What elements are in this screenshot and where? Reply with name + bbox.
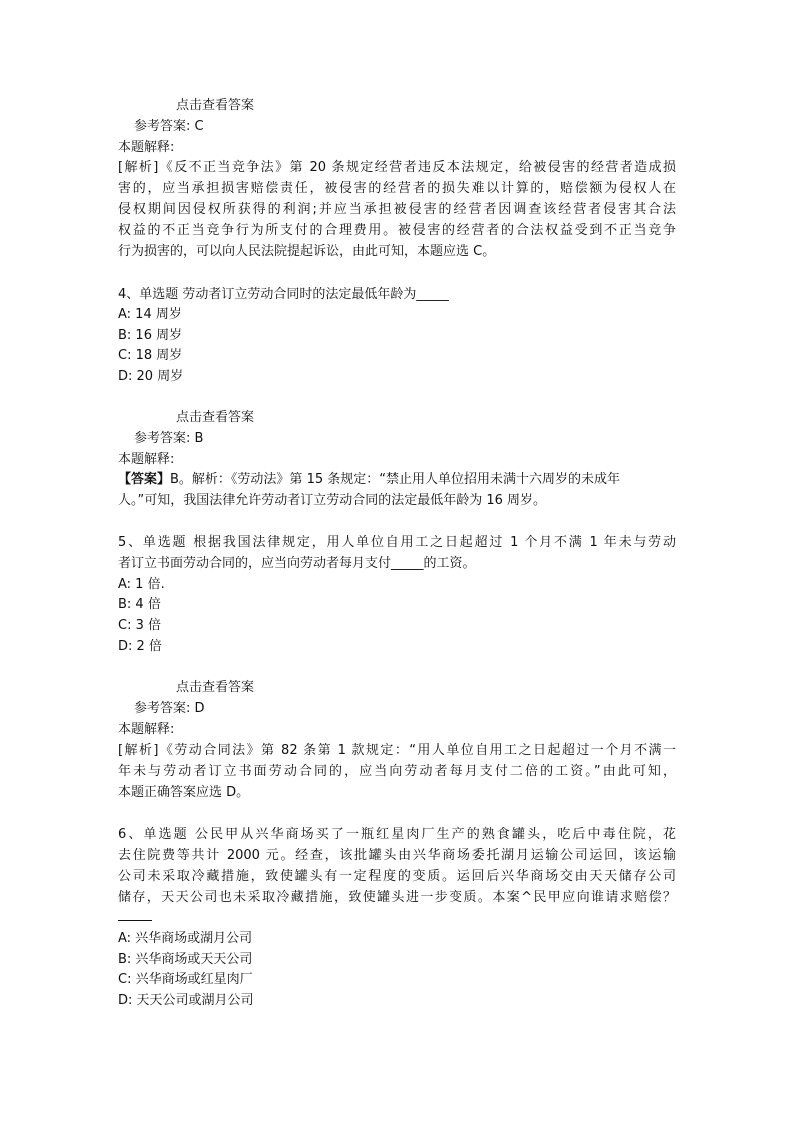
option-b[interactable]: B: 16 周岁 [118, 328, 183, 343]
explanation-text: 侵权期间因侵权所获得的利润;并应当承担被侵害的经营者因调查该经营者侵害其合法 [118, 202, 676, 217]
explanation-line [118, 470, 620, 490]
explanation-label: 本题解释: [118, 452, 175, 467]
explanation-line: 人。”可知，我国法律允许劳动者订立劳动合同的法定最低年龄为 16 周岁。 [118, 493, 547, 508]
explanation-line [118, 741, 676, 761]
question-stem-text: 去住院费等共计 2000 元。经查，该批罐头由兴华商场委托湖月运输公司运回，该运输 [118, 848, 676, 863]
question-stem [118, 825, 676, 845]
explanation-text: [解析]《反不正当竞争法》第 20 条规定经营者违反本法规定，给被侵害的经营者造成损 [118, 160, 676, 175]
explanation-label: 本题解释: [118, 140, 175, 155]
question-stem [118, 846, 676, 866]
question-stem-text: 储存，天天公司也未采取冷藏措施，致使罐头进一步变质。本案^民甲应向谁请求赔偿？ [118, 890, 676, 905]
show-answer-link[interactable]: 点击查看答案 [176, 98, 255, 113]
blank-underline [118, 906, 152, 921]
option-c[interactable]: C: 兴华商场或红星肉厂 [118, 972, 253, 987]
option-b[interactable]: B: 4 倍 [118, 597, 161, 612]
option-c[interactable]: C: 3 倍 [118, 618, 161, 633]
option-a[interactable]: A: 1 倍. [118, 577, 165, 592]
question-stem: 者订立书面劳动合同的，应当向劳动者每月支付_____的工资。 [118, 556, 476, 571]
reference-answer: 参考答案: D [134, 701, 205, 716]
explanation-label: 本题解释: [118, 722, 175, 737]
option-d[interactable]: D: 天天公司或湖月公司 [118, 993, 254, 1008]
explanation-line: 本题正确答案应选 D。 [118, 785, 250, 800]
explanation-line [118, 762, 676, 782]
explanation-line [118, 221, 676, 241]
explanation-text: 年未与劳动者订立书面劳动合同的，应当向劳动者每月支付二倍的工资。”由此可知， [118, 764, 676, 779]
explanation-text: 权益的不正当竞争行为所支付的合理费用。被侵害的经营者的合法权益受到不正当竞争 [118, 223, 676, 238]
option-c[interactable]: C: 18 周岁 [118, 348, 183, 363]
show-answer-link[interactable]: 点击查看答案 [176, 680, 255, 695]
option-b[interactable]: B: 兴华商场或天天公司 [118, 952, 253, 967]
option-d[interactable]: D: 20 周岁 [118, 369, 184, 384]
question-stem [118, 533, 676, 553]
explanation-line: 行为损害的，可以向人民法院提起诉讼，由此可知，本题应选 C。 [118, 244, 496, 259]
option-d[interactable]: D: 2 倍 [118, 639, 162, 654]
question-stem-text: 5、单选题 根据我国法律规定，用人单位自用工之日起超过 1 个月不满 1 年未与劳动 [118, 535, 676, 550]
option-a[interactable]: A: 14 周岁 [118, 307, 182, 322]
reference-answer: 参考答案: B [134, 431, 204, 446]
option-a[interactable]: A: 兴华商场或湖月公司 [118, 931, 253, 946]
answer-blank [118, 906, 152, 926]
question-stem [118, 867, 676, 887]
reference-answer: 参考答案: C [134, 119, 204, 134]
explanation-text: [解析]《劳动合同法》第 82 条第 1 款规定：“用人单位自用工之日起超过一个月不满一 [118, 743, 676, 758]
show-answer-link[interactable]: 点击查看答案 [176, 410, 255, 425]
explanation-text: B。解析：《劳动法》第 15 条规定：“禁止用人单位招用未满十六周岁的未成年 [170, 472, 620, 487]
explanation-line [118, 158, 676, 178]
explanation-line [118, 179, 676, 199]
question-stem-text: 6、单选题 公民甲从兴华商场买了一瓶红星肉厂生产的熟食罐头，吃后中毒住院，花 [118, 827, 676, 842]
question-stem [118, 888, 676, 908]
question-stem-text: 公司未采取冷藏措施，致使罐头有一定程度的变质。运回后兴华商场交由天天储存公司 [118, 869, 676, 884]
explanation-text: 害的，应当承担损害赔偿责任，被侵害的经营者的损失难以计算的，赔偿额为侵权人在 [118, 181, 676, 196]
answer-tag: 【答案】 [118, 472, 171, 487]
question-stem: 4、单选题 劳动者订立劳动合同时的法定最低年龄为_____ [118, 287, 449, 302]
explanation-line [118, 200, 676, 220]
